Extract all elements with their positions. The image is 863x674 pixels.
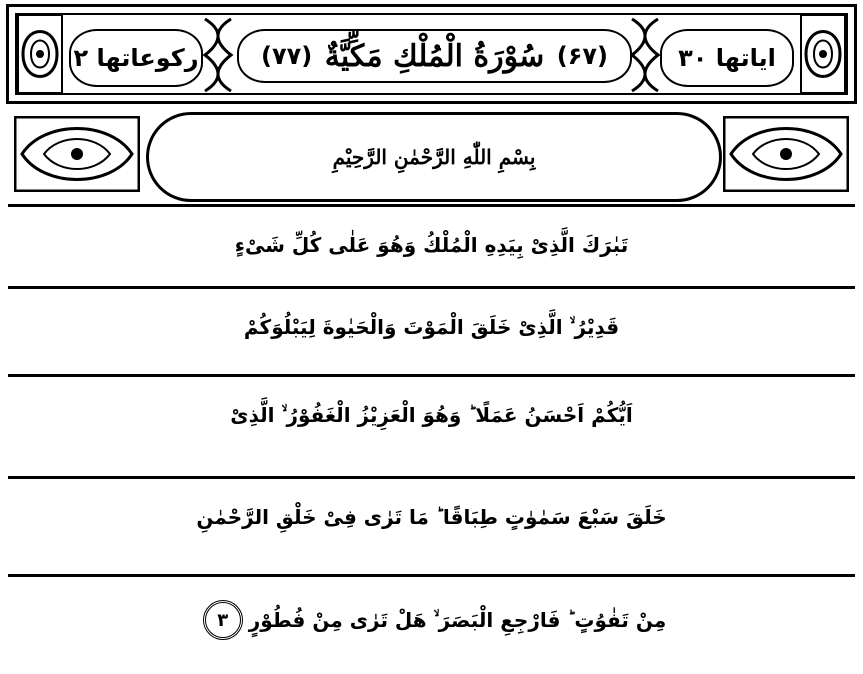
ayat-count-box [660, 29, 794, 87]
ruku-count: رکوعاتھا ۲ [73, 44, 199, 72]
surah-number: (۶۷) [556, 42, 608, 70]
bismillah-ornament-right-icon [723, 116, 849, 192]
line-separator [8, 374, 855, 377]
verse-line-2 [8, 290, 855, 364]
bismillah-cartouche [146, 112, 722, 202]
bismillah-ornament-left-icon [14, 116, 140, 192]
verse-text: تَبٰرَكَ الَّذِیْ بِیَدِهِ الْمُلْكُ وَهُوَ عَلٰى كُلِّ شَیْءٍ [234, 233, 629, 257]
verse-text: اَیُّكُمْ اَحْسَنُ عَمَلًا ؕ وَهُوَ الْعَزِیْزُ الْغَفُوْرُ ۙ الَّذِیْ [230, 403, 633, 427]
ruku-count-box [69, 29, 203, 87]
revelation-order: (۷۷) [261, 42, 313, 70]
surah-title-box [237, 29, 632, 83]
surah-title: سُوْرَةُ الْمُلْكِ مَكِّيَّةٌ [324, 38, 545, 74]
ayah-end-marker: ۳ [203, 600, 243, 640]
verse-text: قَدِیْرُ ۙ الَّذِیْ خَلَقَ الْمَوْتَ وَالْحَیٰوةَ لِیَبْلُوَكُمْ [243, 315, 620, 339]
ayat-count: ایاتھا ۳۰ [678, 44, 776, 72]
ornament-right-icon [800, 14, 846, 94]
verse-line-1 [8, 208, 855, 282]
divider-ornament-left-icon [201, 15, 235, 95]
line-separator [8, 476, 855, 479]
bismillah-text: بِسْمِ اللّٰهِ الرَّحْمٰنِ الرَّحِيْمِ [332, 145, 536, 169]
divider-ornament-right-icon [628, 15, 662, 95]
surah-header [6, 4, 857, 104]
verse-text: خَلَقَ سَبْعَ سَمٰوٰتٍ طِبَاقًا ؕ مَا تَرٰى فِیْ خَلْقِ الرَّحْمٰنِ [196, 505, 667, 529]
line-separator [8, 286, 855, 289]
line-separator [8, 204, 855, 207]
ornament-left-icon [17, 14, 63, 94]
line-separator [8, 574, 855, 577]
verse-line-4 [8, 480, 855, 554]
verse-line-3 [8, 378, 855, 452]
bismillah-band [6, 108, 857, 200]
verse-text: مِنْ تَفٰوُتٍ ؕ فَارْجِعِ الْبَصَرَ ۙ هَلْ تَرٰى مِنْ فُطُوْرٍ [248, 608, 667, 632]
verse-line-5 [8, 580, 855, 660]
